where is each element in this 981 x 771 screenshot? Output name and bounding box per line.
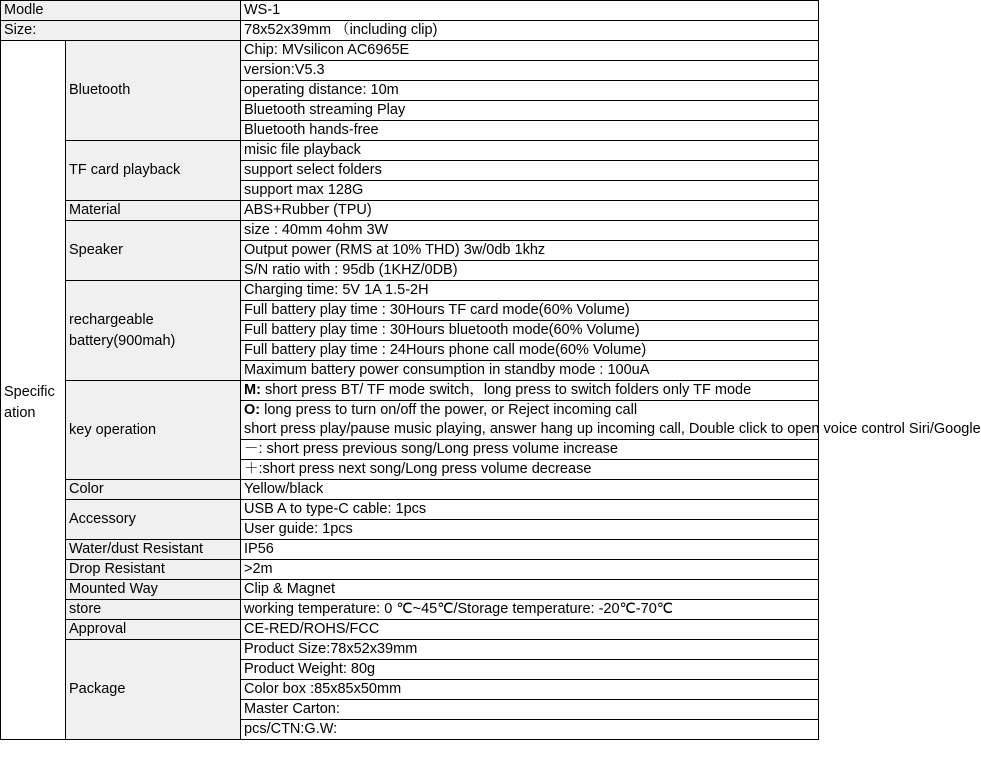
battery-row: Full battery play time : 30Hours TF card mode(60% Volume) xyxy=(241,301,819,321)
bluetooth-row: version:V5.3 xyxy=(241,61,819,81)
key-plus-text: short press next song/Long press volume decrease xyxy=(262,461,592,477)
key-minus-row xyxy=(241,440,819,460)
specification-label-line1: Specific xyxy=(4,384,55,400)
bluetooth-row: Bluetooth hands-free xyxy=(241,121,819,141)
package-row: Color box :85x85x50mm xyxy=(241,680,819,700)
battery-row: Charging time: 5V 1A 1.5-2H xyxy=(241,281,819,301)
drop-label: Drop Resistant xyxy=(66,560,241,580)
key-operation-label: key operation xyxy=(66,381,241,480)
package-row: pcs/CTN:G.W: xyxy=(241,720,819,740)
store-label: store xyxy=(66,600,241,620)
package-row: Product Size:78x52x39mm xyxy=(241,640,819,660)
specification-label-line2: ation xyxy=(4,405,36,421)
store-value: working temperature: 0 ℃~45℃/Storage temperature: -20℃-70℃ xyxy=(241,600,819,620)
color-value: Yellow/black xyxy=(241,480,819,500)
material-value: ABS+Rubber (TPU) xyxy=(241,201,819,221)
package-row: Master Carton: xyxy=(241,700,819,720)
battery-label xyxy=(66,281,241,381)
model-row xyxy=(1,1,819,21)
size-row xyxy=(1,21,819,41)
speaker-row: size : 40mm 4ohm 3W xyxy=(241,221,819,241)
tf-row: support max 128G xyxy=(241,181,819,201)
key-minus-symbol: －: xyxy=(244,441,263,457)
key-plus-row xyxy=(241,460,819,480)
size-label: Size: xyxy=(1,21,241,41)
battery-label-line2: battery(900mah) xyxy=(69,332,176,349)
specification-label xyxy=(1,41,66,740)
speaker-row: S/N ratio with : 95db (1KHZ/0DB) xyxy=(241,261,819,281)
model-value: WS-1 xyxy=(241,1,819,21)
speaker-row: Output power (RMS at 10% THD) 3w/0db 1khz xyxy=(241,241,819,261)
battery-row: Maximum battery power consumption in standby mode : 100uA xyxy=(241,361,819,381)
key-m-symbol: M: xyxy=(244,382,261,398)
bluetooth-row: operating distance: 10m xyxy=(241,81,819,101)
battery-label-line1: rechargeable xyxy=(69,311,154,328)
key-o-text: long press to turn on/off the power, or Reject incoming call xyxy=(260,402,638,418)
package-row: Product Weight: 80g xyxy=(241,660,819,680)
color-label: Color xyxy=(66,480,241,500)
size-value: 78x52x39mm （including clip) xyxy=(241,21,819,41)
tf-row: support select folders xyxy=(241,161,819,181)
key-m-row xyxy=(241,381,819,401)
water-value: IP56 xyxy=(241,540,819,560)
package-label: Package xyxy=(66,640,241,740)
approval-label: Approval xyxy=(66,620,241,640)
accessory-row: User guide: 1pcs xyxy=(241,520,819,540)
battery-row: Full battery play time : 24Hours phone call mode(60% Volume) xyxy=(241,341,819,361)
drop-value: >2m xyxy=(241,560,819,580)
key-plus-symbol: ＋: xyxy=(244,461,263,477)
model-label: Modle xyxy=(1,1,241,21)
key-m-text: short press BT/ TF mode switch，long press to switch folders only TF mode xyxy=(260,382,752,398)
key-play-row: short press play/pause music playing, answer hang up incoming call, Double click to open voice control Siri/Google xyxy=(241,420,819,440)
accessory-row: USB A to type-C cable: 1pcs xyxy=(241,500,819,520)
accessory-label: Accessory xyxy=(66,500,241,540)
mounted-label: Mounted Way xyxy=(66,580,241,600)
approval-value: CE-RED/ROHS/FCC xyxy=(241,620,819,640)
bluetooth-row: Chip: MVsilicon AC6965E xyxy=(241,41,819,61)
key-o-row xyxy=(241,401,819,421)
key-o-symbol: O: xyxy=(244,402,261,418)
water-label: Water/dust Resistant xyxy=(66,540,241,560)
bluetooth-row: Bluetooth streaming Play xyxy=(241,101,819,121)
mounted-value: Clip & Magnet xyxy=(241,580,819,600)
material-label: Material xyxy=(66,201,241,221)
tf-row: misic file playback xyxy=(241,141,819,161)
tf-label: TF card playback xyxy=(66,141,241,201)
bluetooth-label: Bluetooth xyxy=(66,41,241,141)
battery-row: Full battery play time : 30Hours bluetooth mode(60% Volume) xyxy=(241,321,819,341)
key-minus-text: short press previous song/Long press volume increase xyxy=(262,441,618,457)
speaker-label: Speaker xyxy=(66,221,241,281)
